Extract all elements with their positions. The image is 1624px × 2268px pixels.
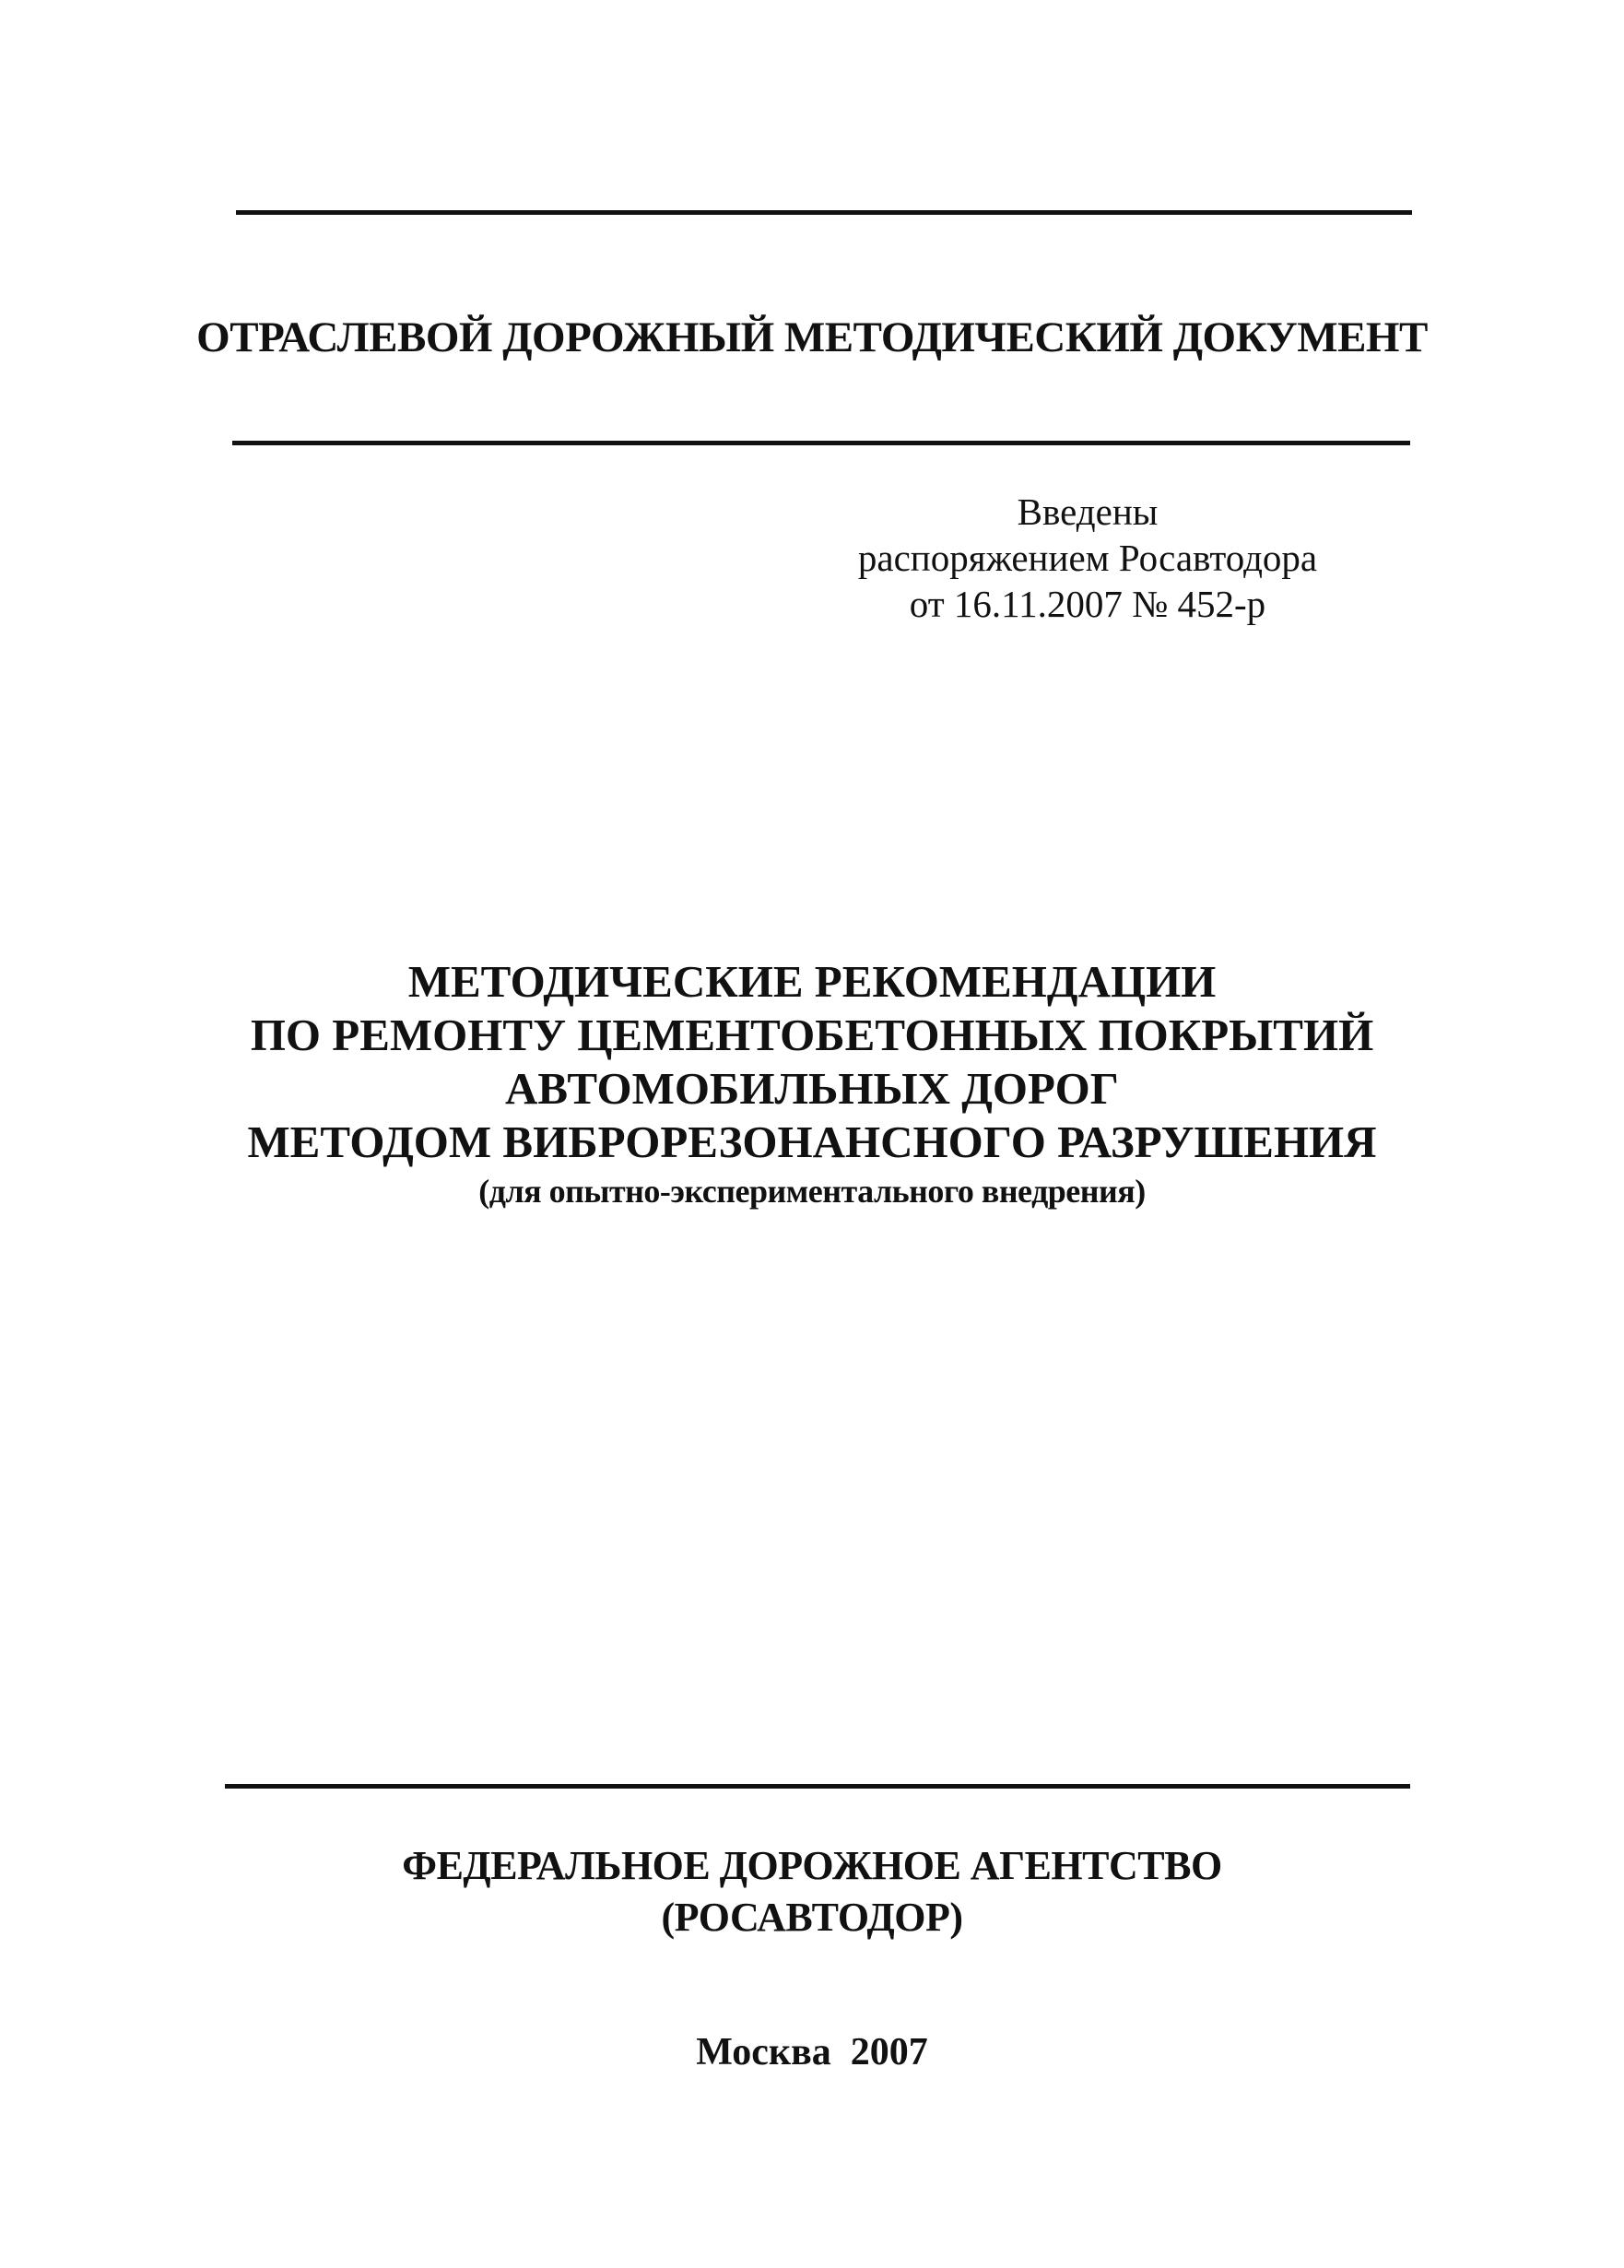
introduction-note (811, 489, 1364, 627)
title-line: АВТОМОБИЛЬНЫХ ДОРОГ (505, 1063, 1119, 1114)
publisher-name: ФЕДЕРАЛЬНОЕ ДОРОЖНОЕ АГЕНТСТВО (402, 1843, 1222, 1888)
title-subtitle: (для опытно-экспериментального внедрения) (478, 1173, 1146, 1210)
publisher-abbreviation: (РОСАВТОДОР) (661, 1895, 963, 1940)
footer-rule (225, 1784, 1410, 1789)
title-line: МЕТОДИЧЕСКИЕ РЕКОМЕНДАЦИИ (407, 956, 1217, 1007)
introduction-line: распоряжением Росавтодора (857, 537, 1318, 579)
document-type-heading: ОТРАСЛЕВОЙ ДОРОЖНЫЙ МЕТОДИЧЕСКИЙ ДОКУМЕНТ (196, 313, 1428, 361)
introduction-line: от 16.11.2007 № 452-р (909, 583, 1266, 625)
document-title (0, 955, 1624, 1213)
publisher-block (0, 1840, 1624, 1943)
title-line: МЕТОДОМ ВИБРОРЕЗОНАНСНОГО РАЗРУШЕНИЯ (247, 1116, 1377, 1167)
imprint-place-year: Москва 2007 (696, 2031, 928, 2073)
introduction-line: Введены (1017, 490, 1159, 533)
header-bottom-rule (232, 441, 1410, 445)
top-rule (236, 210, 1412, 215)
title-line: ПО РЕМОНТУ ЦЕМЕНТОБЕТОННЫХ ПОКРЫТИЙ (250, 1010, 1374, 1060)
